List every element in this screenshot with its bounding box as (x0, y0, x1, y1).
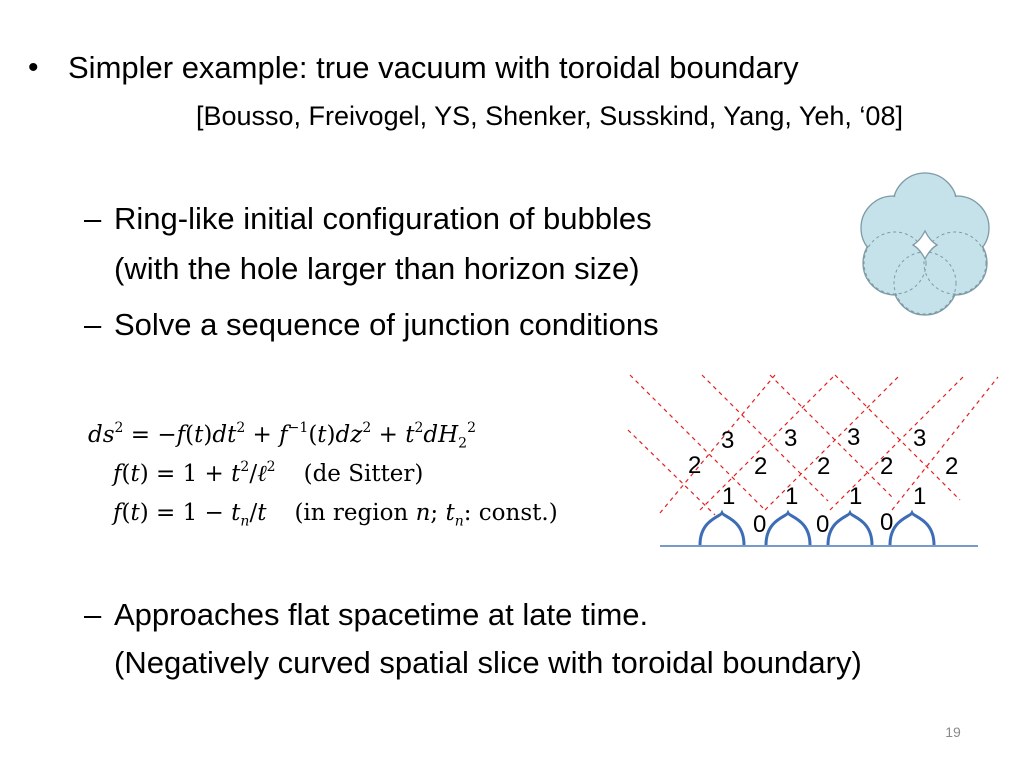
slide-title: Simpler example: true vacuum with toroidal boundary (68, 50, 799, 85)
region-label-0c: 0 (880, 509, 894, 536)
junction-diagram (620, 365, 1005, 555)
region-label-2a: 2 (688, 452, 702, 479)
region-label-3d: 3 (913, 425, 927, 452)
sub-bullet-marker-3: – (84, 597, 102, 632)
sub-bullet-marker-1: – (84, 201, 102, 236)
region-label-1d: 1 (913, 483, 927, 510)
dashed-lines (628, 375, 998, 515)
sub-bullet-3-line1: Approaches flat spacetime at late time. (114, 597, 649, 632)
region-label-1a: 1 (722, 483, 736, 510)
region-label-2b: 2 (754, 453, 768, 480)
sub-bullet-1-line1: Ring-like initial configuration of bubbles (114, 201, 652, 236)
region-note-suffix: const.) (478, 500, 558, 526)
slide-number: 19 (945, 724, 961, 740)
region-equation: $f(t) = 1 - t_n/t$ (in region n; $t_n$: const.) (113, 500, 558, 530)
bullet-marker: • (28, 51, 39, 84)
sub-bullet-1-line2: (with the hole larger than horizon size) (114, 251, 640, 286)
citation: [Bousso, Freivogel, YS, Shenker, Susskind, Yang, Yeh, ‘08] (196, 101, 903, 131)
region-note-prefix: (in region (294, 500, 409, 526)
sub-bullet-marker-2: – (84, 307, 102, 342)
region-label-2e: 2 (945, 453, 959, 480)
region-label-0b: 0 (816, 511, 830, 538)
region-label-2d: 2 (880, 453, 894, 480)
region-label-3a: 3 (721, 427, 735, 454)
region-label-1c: 1 (849, 483, 863, 510)
sub-bullet-3-line2: (Negatively curved spatial slice with toroidal boundary) (114, 645, 862, 680)
de-sitter-equation: $f(t) = 1 + t^2/\ell^2$ (de Sitter) (113, 459, 424, 487)
region-label-3b: 3 (784, 425, 798, 452)
region-label-2c: 2 (817, 453, 831, 480)
de-sitter-note: (de Sitter) (303, 461, 424, 487)
region-label-0a: 0 (753, 511, 767, 538)
region-label-3c: 3 (847, 424, 861, 451)
region-label-1b: 1 (785, 483, 799, 510)
sub-bullet-2-line1: Solve a sequence of junction conditions (114, 307, 659, 342)
bubble-ring-diagram (850, 165, 1000, 330)
metric-equation: $ds^2 = -f(t)dt^2 + f^{-1}(t)dz^2 + t^2dH_2^2$ (88, 420, 476, 452)
